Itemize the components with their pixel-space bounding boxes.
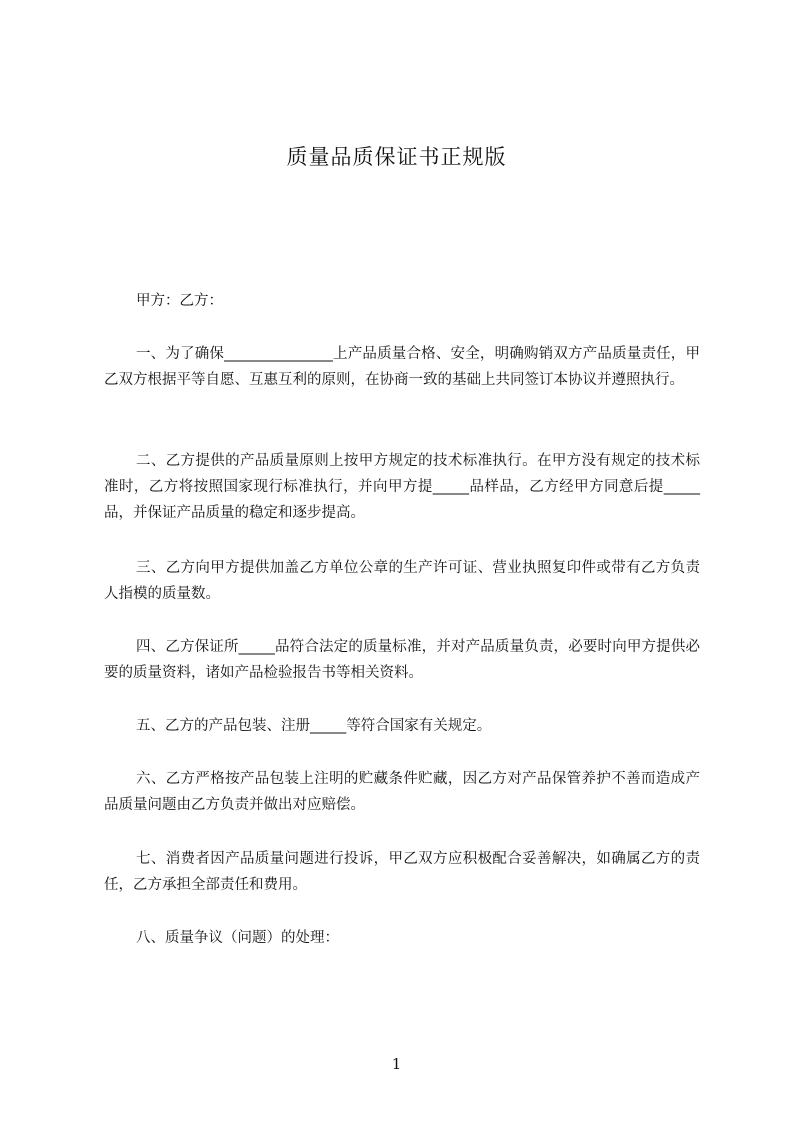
clause-2: 二、乙方提供的产品质量原则上按甲方规定的技术标准执行。在甲方没有规定的技术标准时，乙方将按照国家现行标准执行，并向甲方提_____品样品，乙方经甲方同意后提_____品，并保证产品质量的稳定和逐步提高。 — [104, 453, 700, 521]
clause-8: 八、质量争议（问题）的处理： — [136, 930, 339, 946]
clause-3: 三、乙方向甲方提供加盖乙方单位公章的生产许可证、营业执照复印件或带有乙方负责人指模的质量数。 — [104, 560, 700, 602]
clause-5: 五、乙方的产品包装、注册_____等符合国家有关规定。 — [136, 718, 492, 734]
clause-1: 一、为了确保_______________上产品质量合格、安全，明确购销双方产品质量责任，甲乙双方根据平等自愿、互惠互利的原则，在协商一致的基础上共同签订本协议并遵照执行。 — [104, 346, 700, 388]
page-number: 1 — [391, 1055, 402, 1073]
parties-line: 甲方：乙方： — [136, 293, 223, 309]
document-title: 质量品质保证书正规版 — [286, 145, 507, 169]
clause-7: 七、消费者因产品质量问题进行投诉，甲乙双方应积极配合妥善解决，如确属乙方的责任，乙方承担全部责任和费用。 — [104, 851, 700, 893]
clause-6: 六、乙方严格按产品包装上注明的贮藏条件贮藏，因乙方对产品保管养护不善而造成产品质量问题由乙方负责并做出对应赔偿。 — [104, 771, 700, 813]
clause-4: 四、乙方保证所_____品符合法定的质量标准，并对产品质量负责，必要时向甲方提供必要的质量资料，诸如产品检验报告书等相关资料。 — [104, 639, 700, 681]
